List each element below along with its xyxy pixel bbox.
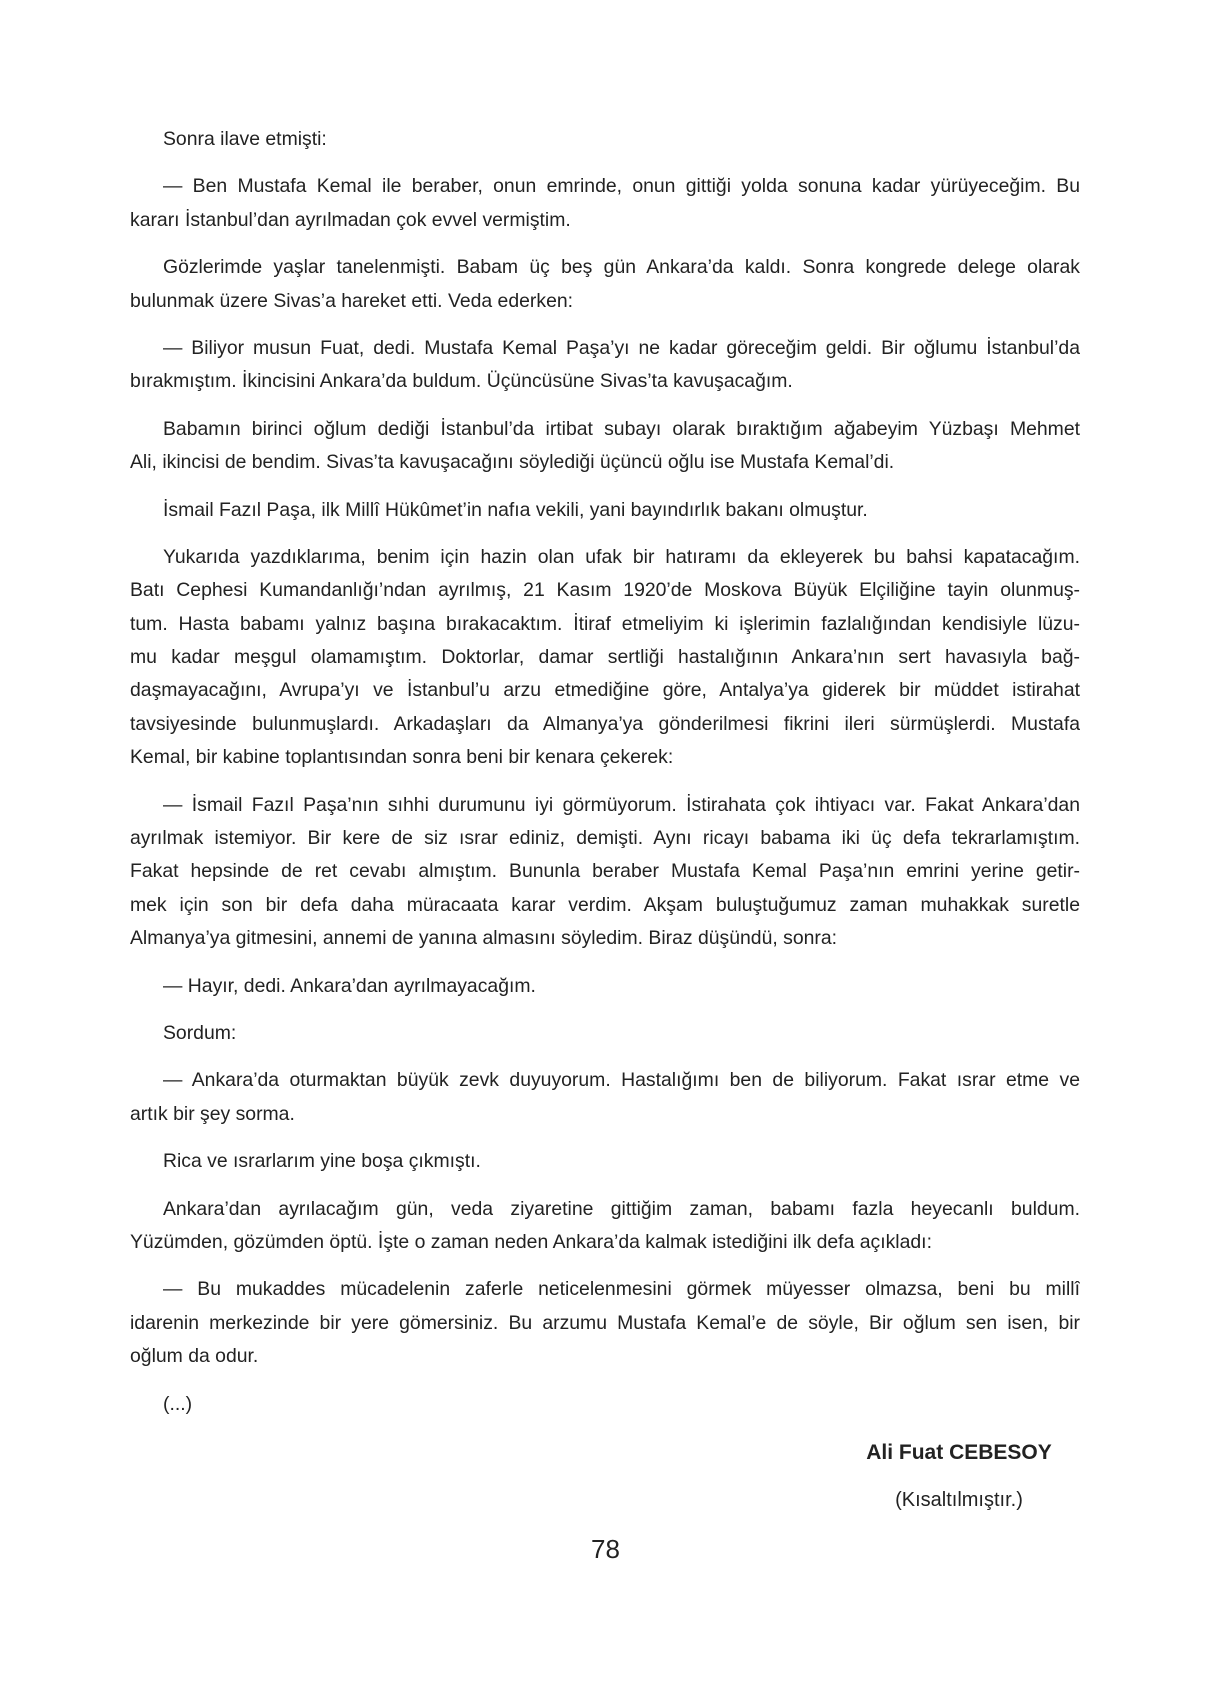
paragraph bbox=[130, 170, 1080, 237]
paragraph bbox=[130, 494, 1080, 527]
text-line: mek için son bir defa daha müracaata karar verdim. Akşam buluştuğumuz zaman muhakkak suretle bbox=[130, 893, 1080, 916]
signature-block bbox=[809, 1436, 1109, 1517]
text-line: ayrılmak istemiyor. Bir kere de siz ısrar ediniz, demişti. Aynı ricayı babama iki üç defa tekrarlamıştım. bbox=[130, 827, 1080, 850]
text-line: bırakmıştım. İkincisini Ankara’da buldum. Üçüncüsüne Sivas’ta kavuşacağım. bbox=[130, 370, 793, 393]
text-line: mu kadar meşgul olamamıştım. Doktorlar, damar sertliği hastalığının Ankara’nın sert havasıyla bağ- bbox=[130, 646, 1080, 669]
paragraph bbox=[130, 1388, 1080, 1421]
text-line: — Ankara’da oturmaktan büyük zevk duyuyorum. Hastalığımı ben de biliyorum. Fakat ısrar etme ve bbox=[163, 1069, 1080, 1092]
text-line: — Ben Mustafa Kemal ile beraber, onun emrinde, onun gittiği yolda sonuna kadar yürüyeceğim. Bu bbox=[163, 175, 1080, 198]
paragraph bbox=[130, 1017, 1080, 1050]
text-line: kararı İstanbul’dan ayrılmadan çok evvel vermiştim. bbox=[130, 208, 571, 231]
text-line: — Hayır, dedi. Ankara’dan ayrılmayacağım. bbox=[163, 974, 536, 997]
text-line: (...) bbox=[163, 1392, 193, 1415]
text-line: tavsiyesinde bulunmuşlardı. Arkadaşları da Almanya’ya gönderilmesi fikrini ileri sürmüşlerdi. Mustafa bbox=[130, 712, 1080, 735]
author-name: Ali Fuat CEBESOY bbox=[866, 1441, 1052, 1464]
text-line: — İsmail Fazıl Paşa’nın sıhhi durumunu iyi görmüyorum. İstirahata çok ihtiyacı var. Fakat Ankara’dan bbox=[163, 793, 1080, 816]
paragraph bbox=[130, 970, 1080, 1003]
text-line: — Bu mukaddes mücadelenin zaferle neticelenmesini görmek müyesser olmazsa, beni bu millî bbox=[163, 1278, 1080, 1301]
paragraph bbox=[130, 1145, 1080, 1178]
text-line: Batı Cephesi Kumandanlığı’ndan ayrılmış, 21 Kasım 1920’de Moskova Büyük Elçiliğine tayin olunmuş- bbox=[130, 579, 1080, 602]
text-line: bulunmak üzere Sivas’a hareket etti. Veda ederken: bbox=[130, 289, 574, 312]
text-line: İsmail Fazıl Paşa, ilk Millî Hükûmet’in nafıa vekili, yani bayındırlık bakanı olmuştur. bbox=[163, 498, 868, 521]
text-line: Yukarıda yazdıklarıma, benim için hazin olan ufak bir hatıramı da ekleyerek bu bahsi kapatacağım. bbox=[163, 545, 1080, 568]
page-number: 78 bbox=[591, 1534, 620, 1564]
paragraph bbox=[130, 789, 1080, 956]
text-line: Gözlerimde yaşlar tanelenmişti. Babam üç beş gün Ankara’da kaldı. Sonra kongrede delege olarak bbox=[163, 256, 1080, 279]
text-line: idarenin merkezinde bir yere gömersiniz. Bu arzumu Mustafa Kemal’e de söyle, Bir oğlum sen isen, bir bbox=[130, 1311, 1080, 1334]
paragraph bbox=[130, 1064, 1080, 1131]
text-line: Yüzümden, gözümden öptü. İşte o zaman neden Ankara’da kalmak istediğini ilk defa açıkladı: bbox=[130, 1230, 932, 1253]
paragraph bbox=[130, 541, 1080, 775]
text-line: Babamın birinci oğlum dediği İstanbul’da irtibat subayı olarak bıraktığım ağabeyim Yüzbaşı Mehmet bbox=[163, 417, 1080, 440]
text-line: daşmayacağını, Avrupa’yı ve İstanbul’u arzu etmediğine göre, Antalya’ya giderek bir müddet istirahat bbox=[130, 679, 1080, 702]
text-line: oğlum da odur. bbox=[130, 1345, 259, 1368]
text-line: Sonra ilave etmişti: bbox=[163, 128, 327, 150]
paragraph bbox=[130, 123, 1080, 156]
paragraph bbox=[130, 413, 1080, 480]
abridged-note: (Kısaltılmıştır.) bbox=[895, 1489, 1023, 1511]
paragraph bbox=[130, 1193, 1080, 1260]
paragraph bbox=[130, 332, 1080, 399]
page-text bbox=[130, 123, 1080, 1435]
text-line: Almanya’ya gitmesini, annemi de yanına almasını söyledim. Biraz düşündü, sonra: bbox=[130, 927, 838, 950]
text-line: artık bir şey sorma. bbox=[130, 1102, 295, 1125]
text-line: Ankara’dan ayrılacağım gün, veda ziyaretine gittiğim zaman, babamı fazla heyecanlı buldum. bbox=[163, 1197, 1080, 1220]
text-line: Ali, ikincisi de bendim. Sivas’ta kavuşacağını söylediği üçüncü oğlu ise Mustafa Kemal’di. bbox=[130, 451, 895, 474]
text-line: Kemal, bir kabine toplantısından sonra beni bir kenara çekerek: bbox=[130, 746, 674, 769]
text-line: Sordum: bbox=[163, 1021, 237, 1044]
paragraph bbox=[130, 1273, 1080, 1373]
text-line: Rica ve ısrarlarım yine boşa çıkmıştı. bbox=[163, 1150, 481, 1173]
paragraph bbox=[130, 251, 1080, 318]
text-line: tum. Hasta babamı yalnız başına bırakacaktım. İtiraf etmeliyim ki işlerimin fazlalığından kendisiyle lüzu- bbox=[130, 612, 1080, 635]
text-line: — Biliyor musun Fuat, dedi. Mustafa Kemal Paşa’yı ne kadar göreceğim geldi. Bir oğlumu İstanbul’da bbox=[163, 336, 1080, 359]
text-line: Fakat hepsinde de ret cevabı almıştım. Bununla beraber Mustafa Kemal Paşa’nın emrini yerine getir- bbox=[130, 860, 1080, 883]
